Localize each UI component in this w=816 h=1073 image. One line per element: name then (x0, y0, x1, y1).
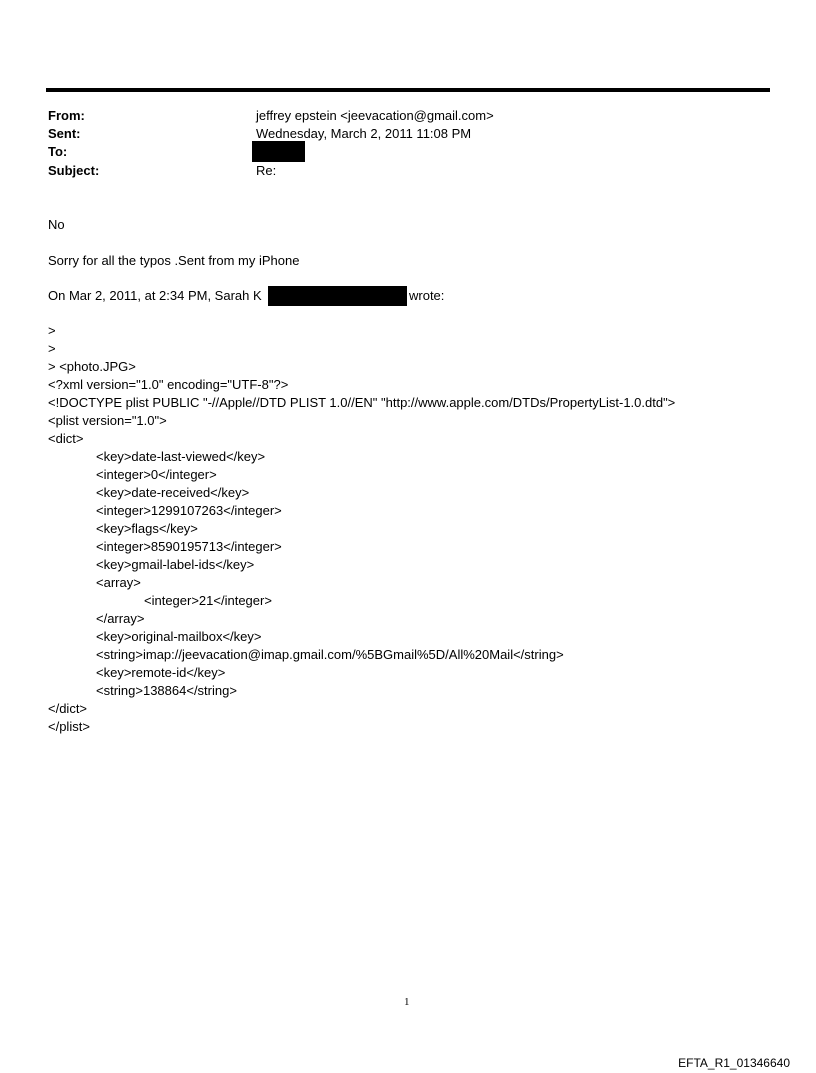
body-line-1: No (48, 217, 65, 232)
quoted-plist (48, 322, 675, 736)
quoted-line: <dict> (48, 431, 84, 446)
header-rule (46, 88, 770, 92)
body-line-2: Sorry for all the typos .Sent from my iPhone (48, 253, 300, 268)
quoted-line: <integer>21</integer> (144, 593, 272, 608)
quoted-line: <key>date-last-viewed</key> (96, 449, 266, 464)
quoted-line: > (48, 323, 56, 338)
quoted-line: <key>original-mailbox</key> (96, 629, 262, 644)
from-value: jeffrey epstein <jeevacation@gmail.com> (256, 108, 494, 123)
quoted-line: > (48, 341, 56, 356)
quoted-line: <integer>1299107263</integer> (96, 503, 282, 518)
quoted-line: <!DOCTYPE plist PUBLIC "-//Apple//DTD PLIST 1.0//EN" "http://www.apple.com/DTDs/PropertyList-1.0.dtd"> (48, 395, 676, 410)
to-label: To: (48, 144, 68, 159)
sender-redaction (268, 286, 407, 306)
quoted-line: <integer>8590195713</integer> (96, 539, 282, 554)
subject-label: Subject: (48, 163, 100, 178)
quoted-line: <key>flags</key> (96, 521, 198, 536)
quoted-line: <plist version="1.0"> (48, 413, 167, 428)
quoted-line: <?xml version="1.0" encoding="UTF-8"?> (48, 377, 289, 392)
quoted-line: <key>gmail-label-ids</key> (96, 557, 255, 572)
from-label: From: (48, 108, 85, 123)
quoted-line: </dict> (48, 701, 88, 716)
quoted-line: <string>imap://jeevacation@imap.gmail.com/%5BGmail%5D/All%20Mail</string> (96, 647, 564, 662)
sent-value: Wednesday, March 2, 2011 11:08 PM (256, 126, 472, 141)
quoted-line: > <photo.JPG> (48, 359, 136, 374)
quoted-line: <integer>0</integer> (96, 467, 217, 482)
bates-number: EFTA_R1_01346640 (678, 1056, 790, 1070)
page-number: 1 (404, 996, 410, 1008)
to-redaction (252, 141, 305, 162)
quoted-line: <key>date-received</key> (96, 485, 250, 500)
quoted-line: </plist> (48, 719, 90, 734)
quoted-line: </array> (96, 611, 145, 626)
quote-intro-end: wrote: (409, 288, 445, 303)
sent-label: Sent: (48, 126, 81, 141)
quoted-line: <array> (96, 575, 141, 590)
quoted-line: <string>138864</string> (96, 683, 237, 698)
subject-value: Re: (256, 163, 277, 178)
quoted-line: <key>remote-id</key> (96, 665, 226, 680)
quote-intro-start: On Mar 2, 2011, at 2:34 PM, Sarah K (48, 288, 262, 303)
